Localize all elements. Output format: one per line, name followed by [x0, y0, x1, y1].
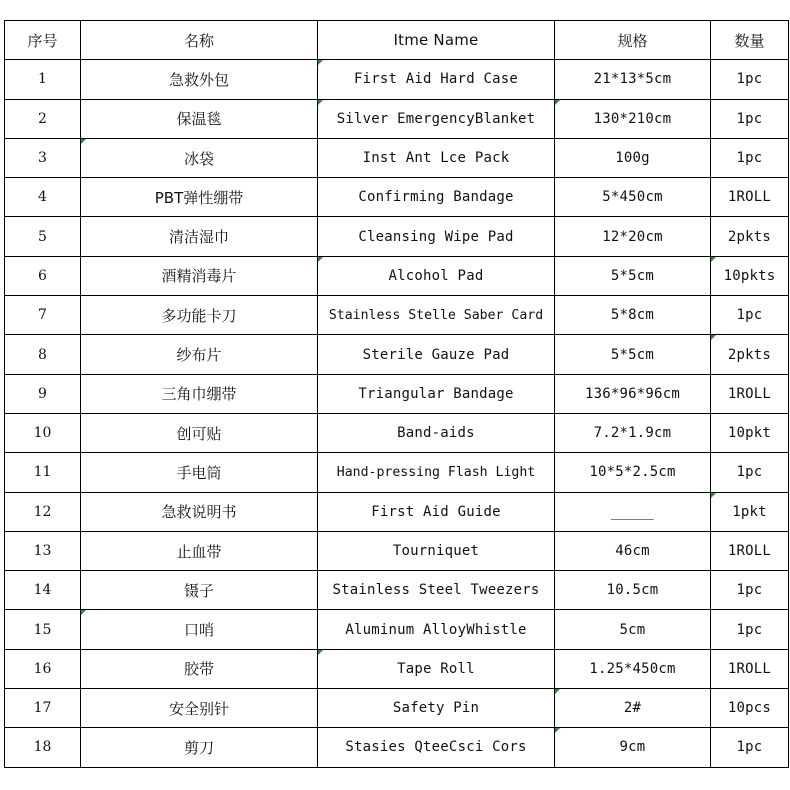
row-no: 9	[5, 374, 81, 413]
row-no: 1	[5, 60, 81, 99]
row-no: 5	[5, 217, 81, 256]
row-qty: 1pkt	[711, 492, 789, 531]
row-cn-name: 急救外包	[81, 60, 318, 99]
row-qty: 1pc	[711, 610, 789, 649]
row-spec: 5*5cm	[555, 335, 711, 374]
row-spec: 2#	[555, 689, 711, 728]
header-qty: 数量	[711, 21, 789, 60]
row-qty: 2pkts	[711, 335, 789, 374]
row-qty: 1ROLL	[711, 531, 789, 570]
row-cn-name: 创可贴	[81, 413, 318, 452]
row-qty: 10pcs	[711, 689, 789, 728]
row-qty: 10pkts	[711, 256, 789, 295]
product-table-sheet	[4, 20, 788, 768]
row-spec: 21*13*5cm	[555, 60, 711, 99]
row-qty: 1pc	[711, 296, 789, 335]
row-qty: 2pkts	[711, 217, 789, 256]
header-spec: 规格	[555, 21, 711, 60]
row-spec: 10.5cm	[555, 571, 711, 610]
row-no: 14	[5, 571, 81, 610]
row-cn-name: 酒精消毒片	[81, 256, 318, 295]
row-no: 4	[5, 178, 81, 217]
row-en-name: Safety Pin	[318, 689, 555, 728]
table-row	[5, 689, 789, 728]
row-no: 3	[5, 138, 81, 177]
row-en-name: Cleansing Wipe Pad	[318, 217, 555, 256]
header-cn-name: 名称	[81, 21, 318, 60]
row-no: 18	[5, 728, 81, 767]
row-en-name: Silver EmergencyBlanket	[318, 99, 555, 138]
row-cn-name: 胶带	[81, 649, 318, 688]
row-spec: 136*96*96cm	[555, 374, 711, 413]
row-no: 7	[5, 296, 81, 335]
row-cn-name: 口哨	[81, 610, 318, 649]
row-spec: 100g	[555, 138, 711, 177]
row-qty: 1ROLL	[711, 649, 789, 688]
table-row	[5, 728, 789, 767]
row-en-name: Inst Ant Lce Pack	[318, 138, 555, 177]
table-row	[5, 453, 789, 492]
row-qty: 1pc	[711, 453, 789, 492]
row-qty: 1ROLL	[711, 374, 789, 413]
row-en-name: Alcohol Pad	[318, 256, 555, 295]
table-row	[5, 217, 789, 256]
row-spec: 1.25*450cm	[555, 649, 711, 688]
row-en-name: Stasies QteeCsci Cors	[318, 728, 555, 767]
table-row	[5, 649, 789, 688]
row-no: 15	[5, 610, 81, 649]
table-row	[5, 413, 789, 452]
row-no: 2	[5, 99, 81, 138]
row-en-name: Confirming Bandage	[318, 178, 555, 217]
row-no: 11	[5, 453, 81, 492]
row-spec: 5cm	[555, 610, 711, 649]
row-cn-name: 镊子	[81, 571, 318, 610]
table-row	[5, 138, 789, 177]
row-no: 12	[5, 492, 81, 531]
row-cn-name: 三角巾绷带	[81, 374, 318, 413]
row-en-name: Tape Roll	[318, 649, 555, 688]
table-row	[5, 296, 789, 335]
row-cn-name: 多功能卡刀	[81, 296, 318, 335]
row-no: 16	[5, 649, 81, 688]
table-row	[5, 374, 789, 413]
header-row	[5, 21, 789, 60]
row-qty: 1pc	[711, 99, 789, 138]
row-en-name: Aluminum AlloyWhistle	[318, 610, 555, 649]
table-row	[5, 492, 789, 531]
row-no: 6	[5, 256, 81, 295]
table-row	[5, 256, 789, 295]
row-spec: 5*8cm	[555, 296, 711, 335]
header-en-name: Itme Name	[318, 21, 555, 60]
row-cn-name: 冰袋	[81, 138, 318, 177]
row-cn-name: 剪刀	[81, 728, 318, 767]
row-qty: 10pkt	[711, 413, 789, 452]
row-spec: 10*5*2.5cm	[555, 453, 711, 492]
row-qty: 1pc	[711, 60, 789, 99]
row-cn-name: 纱布片	[81, 335, 318, 374]
table-row	[5, 178, 789, 217]
row-en-name: Triangular Bandage	[318, 374, 555, 413]
row-cn-name: 手电筒	[81, 453, 318, 492]
row-spec: 12*20cm	[555, 217, 711, 256]
row-spec: 5*5cm	[555, 256, 711, 295]
row-en-name: Hand-pressing Flash Light	[318, 453, 555, 492]
row-en-name: Sterile Gauze Pad	[318, 335, 555, 374]
table-row	[5, 99, 789, 138]
table-row	[5, 610, 789, 649]
row-qty: 1pc	[711, 571, 789, 610]
header-no: 序号	[5, 21, 81, 60]
table-row	[5, 531, 789, 570]
row-cn-name: 安全别针	[81, 689, 318, 728]
table-row	[5, 571, 789, 610]
row-en-name: First Aid Hard Case	[318, 60, 555, 99]
row-en-name: Stainless Steel Tweezers	[318, 571, 555, 610]
row-cn-name: 清洁湿巾	[81, 217, 318, 256]
row-cn-name: 急救说明书	[81, 492, 318, 531]
row-en-name: Stainless Stelle Saber Card	[318, 296, 555, 335]
row-cn-name: 止血带	[81, 531, 318, 570]
first-aid-kit-table	[4, 20, 789, 768]
row-spec: 9cm	[555, 728, 711, 767]
table-row	[5, 60, 789, 99]
row-qty: 1pc	[711, 138, 789, 177]
row-spec: _____	[555, 492, 711, 531]
row-qty: 1ROLL	[711, 178, 789, 217]
row-cn-name: PBT弹性绷带	[81, 178, 318, 217]
row-no: 8	[5, 335, 81, 374]
row-no: 10	[5, 413, 81, 452]
row-en-name: Band-aids	[318, 413, 555, 452]
row-en-name: First Aid Guide	[318, 492, 555, 531]
row-cn-name: 保温毯	[81, 99, 318, 138]
row-spec: 5*450cm	[555, 178, 711, 217]
row-no: 13	[5, 531, 81, 570]
row-qty: 1pc	[711, 728, 789, 767]
row-spec: 130*210cm	[555, 99, 711, 138]
table-row	[5, 335, 789, 374]
table-body	[5, 60, 789, 767]
table-header	[5, 21, 789, 60]
row-no: 17	[5, 689, 81, 728]
row-en-name: Tourniquet	[318, 531, 555, 570]
row-spec: 46cm	[555, 531, 711, 570]
row-spec: 7.2*1.9cm	[555, 413, 711, 452]
